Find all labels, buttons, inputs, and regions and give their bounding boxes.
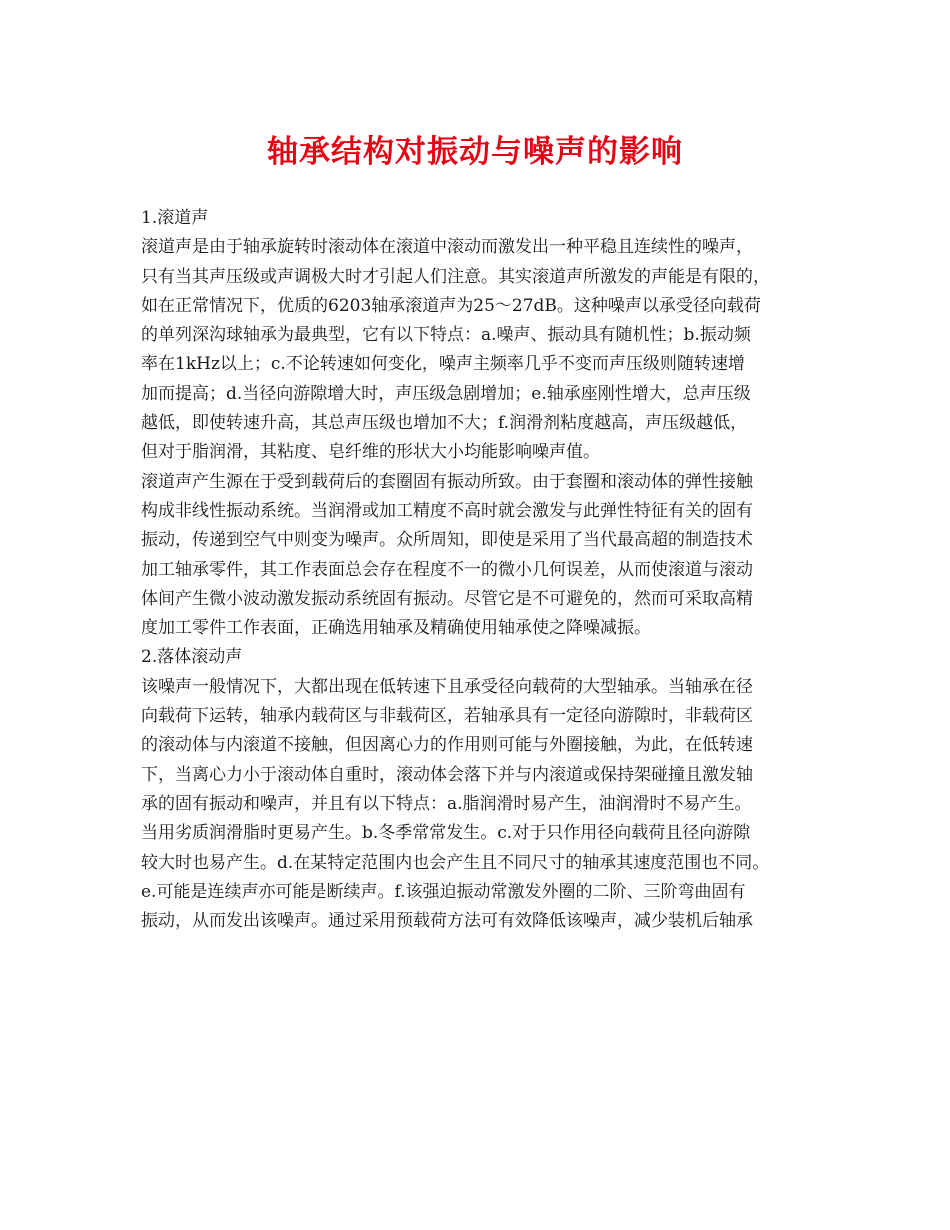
text-line: 率在1kHz以上；c.不论转速如何变化，噪声主频率几乎不变而声压级则随转速增 [141, 354, 745, 375]
text-line: 越低，即使转速升高，其总声压级也增加不大；f.润滑剂粘度越高，声压级越低， [141, 413, 748, 434]
text-line: 构成非线性振动系统。当润滑或加工精度不高时就会激发与此弹性特征有关的固有 [141, 500, 753, 521]
text-line: 体间产生微小波动激发振动系统固有振动。尽管它是不可避免的，然而可采取高精 [141, 588, 753, 609]
text-line: 只有当其声压级或声调极大时才引起人们注意。其实滚道声所激发的声能是有限的， [141, 266, 770, 287]
text-line: 滚道声是由于轴承旋转时滚动体在滚道中滚动而激发出一种平稳且连续性的噪声， [141, 237, 753, 258]
text-line: 较大时也易产生。d.在某特定范围内也会产生且不同尺寸的轴承其速度范围也不同。 [141, 852, 770, 873]
text-line: 该噪声一般情况下，大都出现在低转速下且承受径向载荷的大型轴承。当轴承在径 [141, 676, 753, 697]
text-line: e.可能是连续声亦可能是断续声。f.该强迫振动常激发外圈的二阶、三阶弯曲固有 [141, 881, 746, 902]
text-line: 振动，传递到空气中则变为噪声。众所周知，即使是采用了当代最高超的制造技术 [141, 530, 753, 551]
text-line: 的单列深沟球轴承为最典型，它有以下特点：a.噪声、振动具有随机性；b.振动频 [141, 325, 751, 346]
text-line: 滚道声产生源在于受到载荷后的套圈固有振动所致。由于套圈和滚动体的弹性接触 [141, 471, 753, 492]
document-body [141, 204, 821, 936]
text-line: 2.落体滚动声 [141, 647, 243, 668]
text-line: 向载荷下运转，轴承内载荷区与非载荷区，若轴承具有一定径向游隙时，非载荷区 [141, 706, 753, 727]
text-line: 如在正常情况下，优质的6203轴承滚道声为25～27dB。这种噪声以承受径向载荷 [141, 295, 761, 316]
text-line: 下，当离心力小于滚动体自重时，滚动体会落下并与内滚道或保持架碰撞且激发轴 [141, 764, 753, 785]
text-line: 当用劣质润滑脂时更易产生。b.冬季常常发生。c.对于只作用径向载荷且径向游隙 [141, 823, 751, 844]
text-line: 振动，从而发出该噪声。通过采用预载荷方法可有效降低该噪声，减少装机后轴承 [141, 911, 753, 932]
text-line: 1.滚道声 [141, 208, 209, 228]
text-line: 承的固有振动和噪声，并且有以下特点：a.脂润滑时易产生，油润滑时不易产生。 [141, 793, 752, 814]
text-line: 加工轴承零件，其工作表面总会存在程度不一的微小几何误差，从而使滚道与滚动 [141, 559, 753, 580]
document-title: 轴承结构对振动与噪声的影响 [267, 134, 683, 170]
text-line: 的滚动体与内滚道不接触，但因离心力的作用则可能与外圈接触，为此，在低转速 [141, 735, 753, 756]
text-line: 但对于脂润滑，其粘度、皂纤维的形状大小均能影响噪声值。 [141, 442, 600, 463]
text-line: 加而提高；d.当径向游隙增大时，声压级急剧增加；e.轴承座刚性增大，总声压级 [141, 383, 751, 404]
text-line: 度加工零件工作表面，正确选用轴承及精确使用轴承使之降噪减振。 [141, 618, 651, 639]
